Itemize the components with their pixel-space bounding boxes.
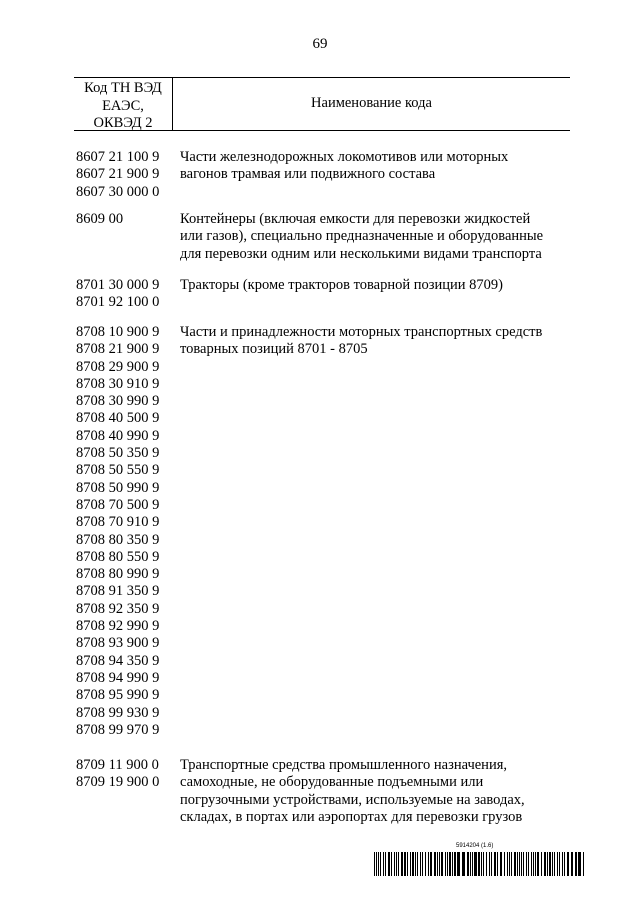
barcode-image bbox=[374, 852, 588, 876]
code-value: 8708 80 990 9 bbox=[76, 566, 160, 583]
barcode-bar bbox=[504, 852, 505, 876]
code-value: 8607 30 000 0 bbox=[76, 183, 160, 200]
barcode-bar bbox=[376, 852, 377, 876]
barcode-bar bbox=[434, 852, 436, 876]
code-value: 8708 70 910 9 bbox=[76, 514, 160, 531]
barcode-bar bbox=[562, 852, 563, 876]
barcode-bar bbox=[507, 852, 508, 876]
code-description bbox=[180, 149, 572, 184]
description-line: Контейнеры (включая емкости для перевозки жидкостей bbox=[180, 211, 531, 227]
barcode-bar bbox=[374, 852, 375, 876]
code-value: 8708 99 930 9 bbox=[76, 704, 160, 721]
barcode-bar bbox=[437, 852, 438, 876]
barcode-bar bbox=[509, 852, 510, 876]
barcode-bar bbox=[497, 852, 498, 876]
barcode-bar bbox=[526, 852, 527, 876]
code-value: 8708 95 990 9 bbox=[76, 687, 160, 704]
code-list bbox=[76, 277, 180, 312]
barcode-bar bbox=[417, 852, 418, 876]
barcode-bar bbox=[511, 852, 512, 876]
barcode-bar bbox=[388, 852, 390, 876]
header-code-line: ЕАЭС, bbox=[102, 97, 144, 114]
code-description bbox=[180, 757, 572, 826]
barcode-bar bbox=[564, 852, 565, 876]
code-list bbox=[76, 324, 180, 739]
barcode-bar bbox=[394, 852, 395, 876]
barcode-bar bbox=[439, 852, 440, 876]
description-line: вагонов трамвая или подвижного состава bbox=[180, 166, 436, 183]
barcode-bar bbox=[578, 852, 581, 876]
barcode-bar bbox=[500, 852, 502, 876]
barcode-bar bbox=[559, 852, 560, 876]
barcode-bar bbox=[410, 852, 411, 876]
code-value: 8708 93 900 9 bbox=[76, 635, 160, 652]
barcode-bar bbox=[523, 852, 524, 876]
code-value: 8607 21 900 9 bbox=[76, 166, 160, 183]
code-value: 8708 10 900 9 bbox=[76, 324, 160, 340]
code-description bbox=[180, 277, 572, 294]
code-value: 8709 19 900 0 bbox=[76, 774, 160, 791]
barcode-bar bbox=[535, 852, 536, 876]
barcode-bar bbox=[547, 852, 548, 876]
code-value: 8708 92 990 9 bbox=[76, 618, 160, 635]
barcode-bar bbox=[422, 852, 423, 876]
barcode-bar bbox=[474, 852, 477, 876]
code-value: 8708 94 350 9 bbox=[76, 652, 160, 669]
barcode-bar bbox=[449, 852, 451, 876]
code-value: 8708 40 990 9 bbox=[76, 427, 160, 444]
description-line: или газов), специально предназначенные и оборудованные bbox=[180, 228, 544, 245]
barcode-bar bbox=[483, 852, 484, 876]
description-line: Транспортные средства промышленного назначения, bbox=[180, 757, 508, 773]
barcode-bar bbox=[514, 852, 516, 876]
code-value: 8708 50 550 9 bbox=[76, 462, 160, 479]
barcode-bar bbox=[430, 852, 432, 876]
barcode-bar bbox=[472, 852, 473, 876]
barcode-bar bbox=[557, 852, 558, 876]
barcode-bar bbox=[567, 852, 569, 876]
header-code-line: Код ТН ВЭД bbox=[84, 80, 162, 96]
barcode-bar bbox=[462, 852, 465, 876]
barcode-bar bbox=[447, 852, 448, 876]
code-value: 8701 30 000 9 bbox=[76, 277, 160, 293]
barcode-bar bbox=[470, 852, 471, 876]
code-value: 8708 80 350 9 bbox=[76, 531, 160, 548]
barcode-bar bbox=[541, 852, 542, 876]
description-line: для перевозки одним или несколькими видами транспорта bbox=[180, 245, 542, 262]
code-list bbox=[76, 757, 180, 792]
code-value: 8708 70 500 9 bbox=[76, 496, 160, 513]
barcode-bar bbox=[491, 852, 492, 876]
barcode-bar bbox=[544, 852, 546, 876]
description-line: Части и принадлежности моторных транспортных средств bbox=[180, 324, 543, 340]
description-line: Части железнодорожных локомотивов или моторных bbox=[180, 149, 509, 165]
code-value: 8701 92 100 0 bbox=[76, 294, 160, 311]
code-list bbox=[76, 211, 180, 228]
barcode-bar bbox=[378, 852, 379, 876]
code-value: 8708 21 900 9 bbox=[76, 341, 160, 358]
code-value: 8708 30 910 9 bbox=[76, 375, 160, 392]
barcode-bar bbox=[428, 852, 429, 876]
code-value: 8708 99 970 9 bbox=[76, 721, 160, 738]
barcode-bar bbox=[519, 852, 520, 876]
barcode-bar bbox=[452, 852, 453, 876]
code-value: 8708 92 350 9 bbox=[76, 600, 160, 617]
barcode-bar bbox=[457, 852, 460, 876]
barcode-bar bbox=[486, 852, 487, 876]
barcode-bar bbox=[481, 852, 482, 876]
barcode-bar bbox=[489, 852, 490, 876]
barcode-label: 5914204 (1.6) bbox=[456, 843, 494, 849]
barcode-bar bbox=[528, 852, 529, 876]
code-value: 8709 11 900 0 bbox=[76, 757, 159, 773]
header-code-column bbox=[74, 80, 172, 133]
code-value: 8708 29 900 9 bbox=[76, 358, 160, 375]
barcode-bar bbox=[494, 852, 496, 876]
code-description bbox=[180, 211, 572, 263]
code-description bbox=[180, 324, 572, 359]
barcode-bar bbox=[575, 852, 577, 876]
code-value: 8609 00 bbox=[76, 211, 124, 227]
page-number: 69 bbox=[312, 36, 328, 52]
barcode-bar bbox=[517, 852, 518, 876]
barcode-bar bbox=[425, 852, 426, 876]
barcode-bar bbox=[549, 852, 551, 876]
barcode-bar bbox=[404, 852, 406, 876]
code-value: 8708 94 990 9 bbox=[76, 669, 160, 686]
description-line: складах, в портах или аэропортах для перевозки грузов bbox=[180, 808, 523, 825]
header-name-column: Наименование кода bbox=[311, 95, 432, 111]
barcode-bar bbox=[583, 852, 584, 876]
header-top-rule bbox=[74, 77, 570, 78]
code-value: 8708 30 990 9 bbox=[76, 393, 160, 410]
barcode-bar bbox=[467, 852, 469, 876]
barcode-bar bbox=[571, 852, 573, 876]
barcode-bar bbox=[380, 852, 381, 876]
code-value: 8708 40 500 9 bbox=[76, 410, 160, 427]
barcode-bar bbox=[420, 852, 421, 876]
barcode-bar bbox=[552, 852, 553, 876]
barcode-bar bbox=[383, 852, 384, 876]
barcode-bar bbox=[521, 852, 522, 876]
code-value: 8708 91 350 9 bbox=[76, 583, 160, 600]
barcode-bar bbox=[531, 852, 532, 876]
description-line: самоходные, не оборудованные подъемными или bbox=[180, 774, 484, 791]
barcode-bar bbox=[385, 852, 386, 876]
barcode-bar bbox=[445, 852, 446, 876]
code-value: 8607 21 100 9 bbox=[76, 149, 160, 165]
code-value: 8708 50 990 9 bbox=[76, 479, 160, 496]
barcode-bar bbox=[401, 852, 403, 876]
description-line: Тракторы (кроме тракторов товарной позиции 8709) bbox=[180, 277, 503, 293]
barcode-bar bbox=[415, 852, 416, 876]
barcode-bar bbox=[454, 852, 456, 876]
barcode-bar bbox=[441, 852, 443, 876]
barcode-bar bbox=[537, 852, 539, 876]
code-list bbox=[76, 149, 180, 201]
header-code-line: ОКВЭД 2 bbox=[93, 115, 153, 131]
description-line: товарных позиций 8701 - 8705 bbox=[180, 341, 368, 358]
barcode-bar bbox=[391, 852, 392, 876]
barcode-bar bbox=[533, 852, 534, 876]
description-line: погрузочными устройствами, используемые на заводах, bbox=[180, 791, 525, 808]
barcode-bar bbox=[407, 852, 408, 876]
code-value: 8708 50 350 9 bbox=[76, 445, 160, 462]
barcode-bar bbox=[478, 852, 480, 876]
barcode-bar bbox=[398, 852, 399, 876]
barcode-bar bbox=[412, 852, 414, 876]
barcode-bar bbox=[554, 852, 555, 876]
barcode-bar bbox=[396, 852, 397, 876]
code-value: 8708 80 550 9 bbox=[76, 548, 160, 565]
